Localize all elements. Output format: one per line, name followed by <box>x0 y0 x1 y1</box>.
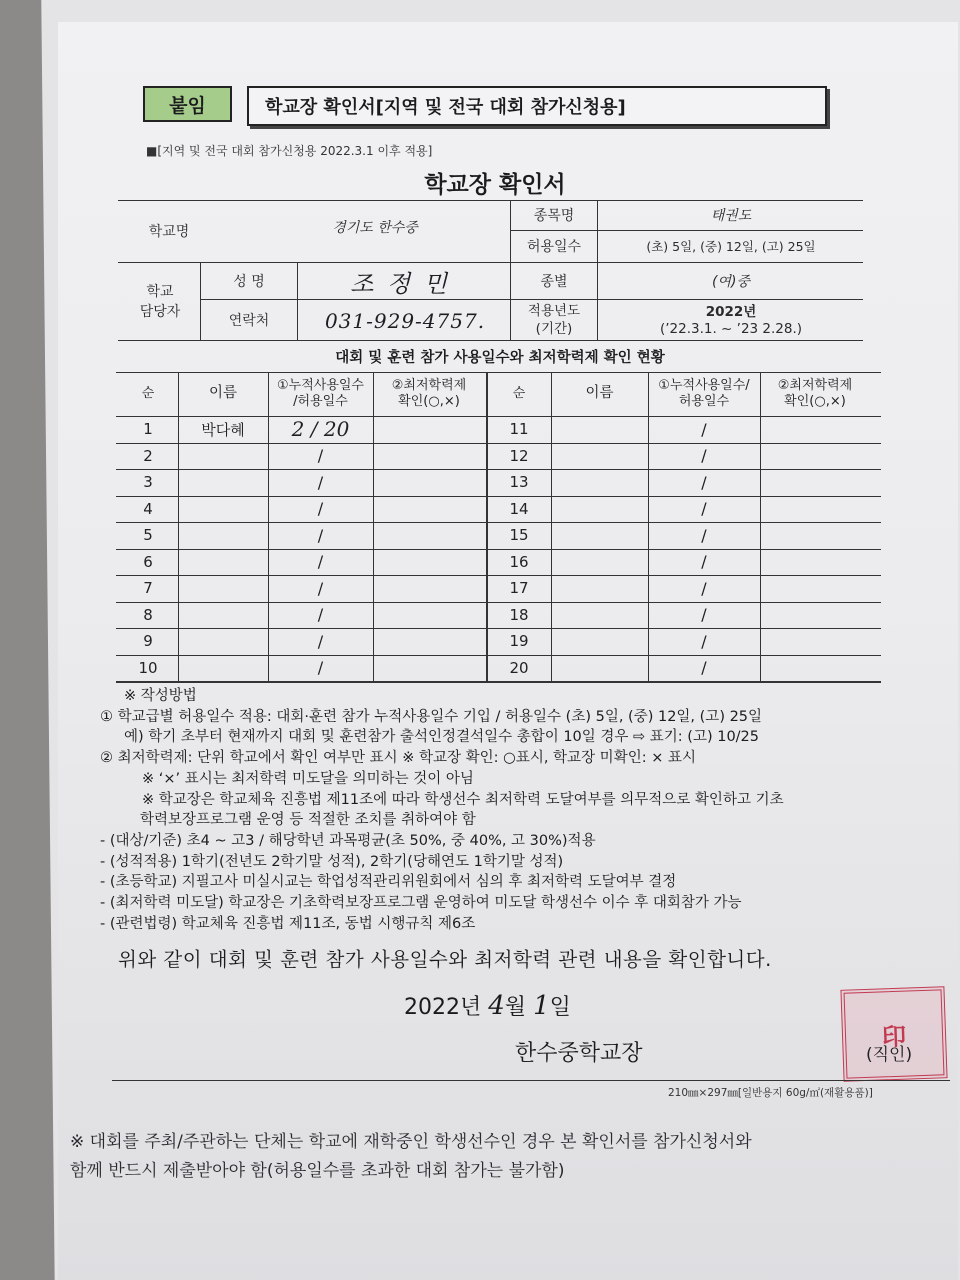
gender-value: (여)중 <box>712 274 750 290</box>
row-days-right: / <box>701 419 707 439</box>
date-day-handwritten: 1 <box>533 991 550 1021</box>
allowed-days-label: 허용일수 <box>526 239 582 255</box>
instr-line: ※ 학교장은 학교체육 진흥법 제11조에 따라 학생선수 최저학력 도달여부를 의무적으로 확인하고 기초 <box>142 791 784 808</box>
row-number: 8 <box>143 605 153 624</box>
row-number-right: 20 <box>509 658 529 677</box>
col-header-days-right: ①누적사용일수/ 허용일수 <box>658 378 750 409</box>
period-value: (’22.3.1. ~ ’23 2.28.) <box>659 321 803 337</box>
col-header-no: 순 <box>141 386 155 402</box>
row-number-right: 16 <box>509 552 529 571</box>
contact-value-handwritten: 031-929-4757. <box>324 309 486 333</box>
instr-line: - (최저학력 미도달) 학교장은 기초학력보장프로그램 운영하여 미도달 학생선수 이수 후 대회참가 가능 <box>100 895 742 912</box>
confirmation-statement: 위와 같이 대회 및 훈련 참가 사용일수와 최저학력 관련 내용을 확인합니다. <box>118 948 772 971</box>
writing-instructions <box>100 686 920 934</box>
row-days: / <box>317 525 324 545</box>
row-name <box>178 469 268 496</box>
row-name <box>178 602 268 629</box>
submission-note <box>70 1128 752 1186</box>
applicability-note: ■[지역 및 전국 대회 참가신청용 2022.3.1 이후 적용] <box>146 144 433 158</box>
row-number: 2 <box>143 446 153 465</box>
row-days-right: / <box>701 605 707 625</box>
section-title: 대회 및 훈련 참가 사용일수와 최저학력제 확인 현황 <box>335 350 665 366</box>
row-days: / <box>317 499 324 519</box>
row-days-right: / <box>701 578 707 598</box>
date-month-handwritten: 4 <box>488 991 505 1021</box>
instr-heading: ※ 작성방법 <box>124 688 197 704</box>
row-days: / <box>317 658 324 678</box>
row-days-right: / <box>701 499 707 519</box>
row-name <box>178 628 268 655</box>
col-header-name-right: 이름 <box>585 385 614 402</box>
grid-line <box>551 372 552 681</box>
date-month-unit: 월 <box>504 995 527 1020</box>
row-number-right: 12 <box>509 446 529 465</box>
date-day-unit: 일 <box>549 995 571 1020</box>
row-days-right: / <box>701 472 707 492</box>
row-name <box>178 549 268 576</box>
instr-line: ② 최저학력제: 단위 학교에서 확인 여부만 표시 ※ 학교장 확인: ○표시, 학교장 미확인: × 표시 <box>100 750 696 767</box>
row-days-right: / <box>701 446 707 466</box>
signature-date <box>404 990 571 1021</box>
contact-label: 연락처 <box>228 313 270 329</box>
allowed-days-value: (초) 5일, (중) 12일, (고) 25일 <box>646 239 816 254</box>
instr-line: - (대상/기준) 초4 ~ 고3 / 해당학년 과목평균(초 50%, 중 40%, 고 30%)적용 <box>100 832 596 849</box>
col-header-no-right: 순 <box>512 386 526 402</box>
official-seal-stamp: 印 <box>840 986 947 1082</box>
row-number: 5 <box>143 526 153 545</box>
note-line: 함께 반드시 제출받아야 함(허용일수를 초과한 대회 참가는 불가함) <box>70 1161 565 1181</box>
row-days: / <box>317 472 324 492</box>
grid-line <box>760 372 761 681</box>
row-number: 7 <box>143 579 153 598</box>
col-header-name: 이름 <box>208 385 237 402</box>
row-days: 2 / 20 <box>291 417 350 442</box>
row-days-right: / <box>701 525 707 545</box>
row-number-right: 19 <box>509 632 529 651</box>
instr-line: ※ ‘×’ 표시는 최저학력 미도달을 의미하는 것이 아님 <box>142 770 474 787</box>
paper-spec: 210㎜×297㎜[일반용지 60g/㎡(재활용품)] <box>668 1087 873 1099</box>
row-days-right: / <box>701 552 707 572</box>
instr-line: - (성적적용) 1학기(전년도 2학기말 성적), 2학기(당해연도 1학기말 성적) <box>100 853 564 870</box>
instr-line: - (초등학교) 지필고사 미실시교는 학업성적관리위원회에서 심의 후 최저학력 도달여부 결정 <box>100 874 677 891</box>
row-name <box>178 496 268 523</box>
row-number: 6 <box>143 552 153 571</box>
note-line: ※ 대회를 주최/주관하는 단체는 학교에 재학중인 학생선수인 경우 본 확인서를 참가신청서와 <box>70 1132 752 1152</box>
row-number-right: 14 <box>509 499 529 518</box>
year-value: 2022년 <box>705 304 757 320</box>
name-label: 성 명 <box>233 274 265 290</box>
school-label: 학교명 <box>148 224 190 240</box>
row-days-right: / <box>701 631 707 651</box>
grid-line <box>116 681 881 683</box>
instr-line: 학력보장프로그램 운영 등 적절한 조치를 취하여야 함 <box>140 812 476 829</box>
instr-line: - (관련법령) 학교체육 진흥법 제11조, 동법 시행규칙 제6조 <box>100 915 476 932</box>
seal-label: (직인) <box>866 1045 913 1065</box>
row-days: / <box>317 578 324 598</box>
date-year: 2022년 <box>404 995 482 1020</box>
row-number: 1 <box>143 420 153 439</box>
attachment-tag: 붙임 <box>143 86 232 122</box>
instr-line: ① 학교급별 허용일수 적용: 대회·훈련 참가 누적사용일수 기입 / 허용일수 (초) 5일, (중) 12일, (고) 25일 <box>100 708 763 725</box>
gender-label: 종별 <box>540 274 568 290</box>
row-days: / <box>317 446 324 466</box>
manager-label: 학교 담당자 <box>139 284 181 320</box>
row-number-right: 11 <box>509 420 529 439</box>
row-days: / <box>317 605 324 625</box>
row-days: / <box>317 631 324 651</box>
document-title: 학교장 확인서 <box>424 172 566 198</box>
row-number-right: 13 <box>509 473 529 492</box>
principal-title: 한수중학교장 <box>515 1041 643 1066</box>
row-days: / <box>317 552 324 572</box>
col-header-days: ①누적사용일수 /허용일수 <box>276 378 364 409</box>
row-number: 10 <box>138 658 158 677</box>
row-number: 4 <box>143 499 153 518</box>
manager-name-handwritten: 조 정 민 <box>350 269 450 298</box>
row-number-right: 18 <box>509 605 529 624</box>
instr-line: 예) 학기 초부터 현재까지 대회 및 훈련참가 출석인정결석일수 총합이 10일 경우 ⇨ 표기: (고) 10/25 <box>124 729 760 746</box>
grid-line <box>373 372 374 681</box>
row-number: 9 <box>143 632 153 651</box>
row-name <box>178 575 268 602</box>
row-number-right: 15 <box>509 526 529 545</box>
header-title: 학교장 확인서[지역 및 전국 대회 참가신청용] <box>247 86 827 126</box>
row-name <box>178 522 268 549</box>
col-header-min-grade-right: ②최저학력제 확인(○,×) <box>777 378 853 409</box>
row-days-right: / <box>701 658 707 678</box>
row-number-right: 17 <box>509 579 529 598</box>
row-name: 박다혜 <box>201 420 245 439</box>
row-name <box>178 443 268 470</box>
footer-divider <box>112 1080 950 1081</box>
row-number: 3 <box>143 473 153 492</box>
school-value: 경기도 한수중 <box>332 220 418 236</box>
event-value: 태권도 <box>710 208 752 224</box>
year-label: 적용년도 (기간) <box>527 303 581 337</box>
row-name <box>178 655 268 682</box>
event-label: 종목명 <box>533 208 575 224</box>
col-header-min-grade: ②최저학력제 확인(○,×) <box>391 378 467 409</box>
